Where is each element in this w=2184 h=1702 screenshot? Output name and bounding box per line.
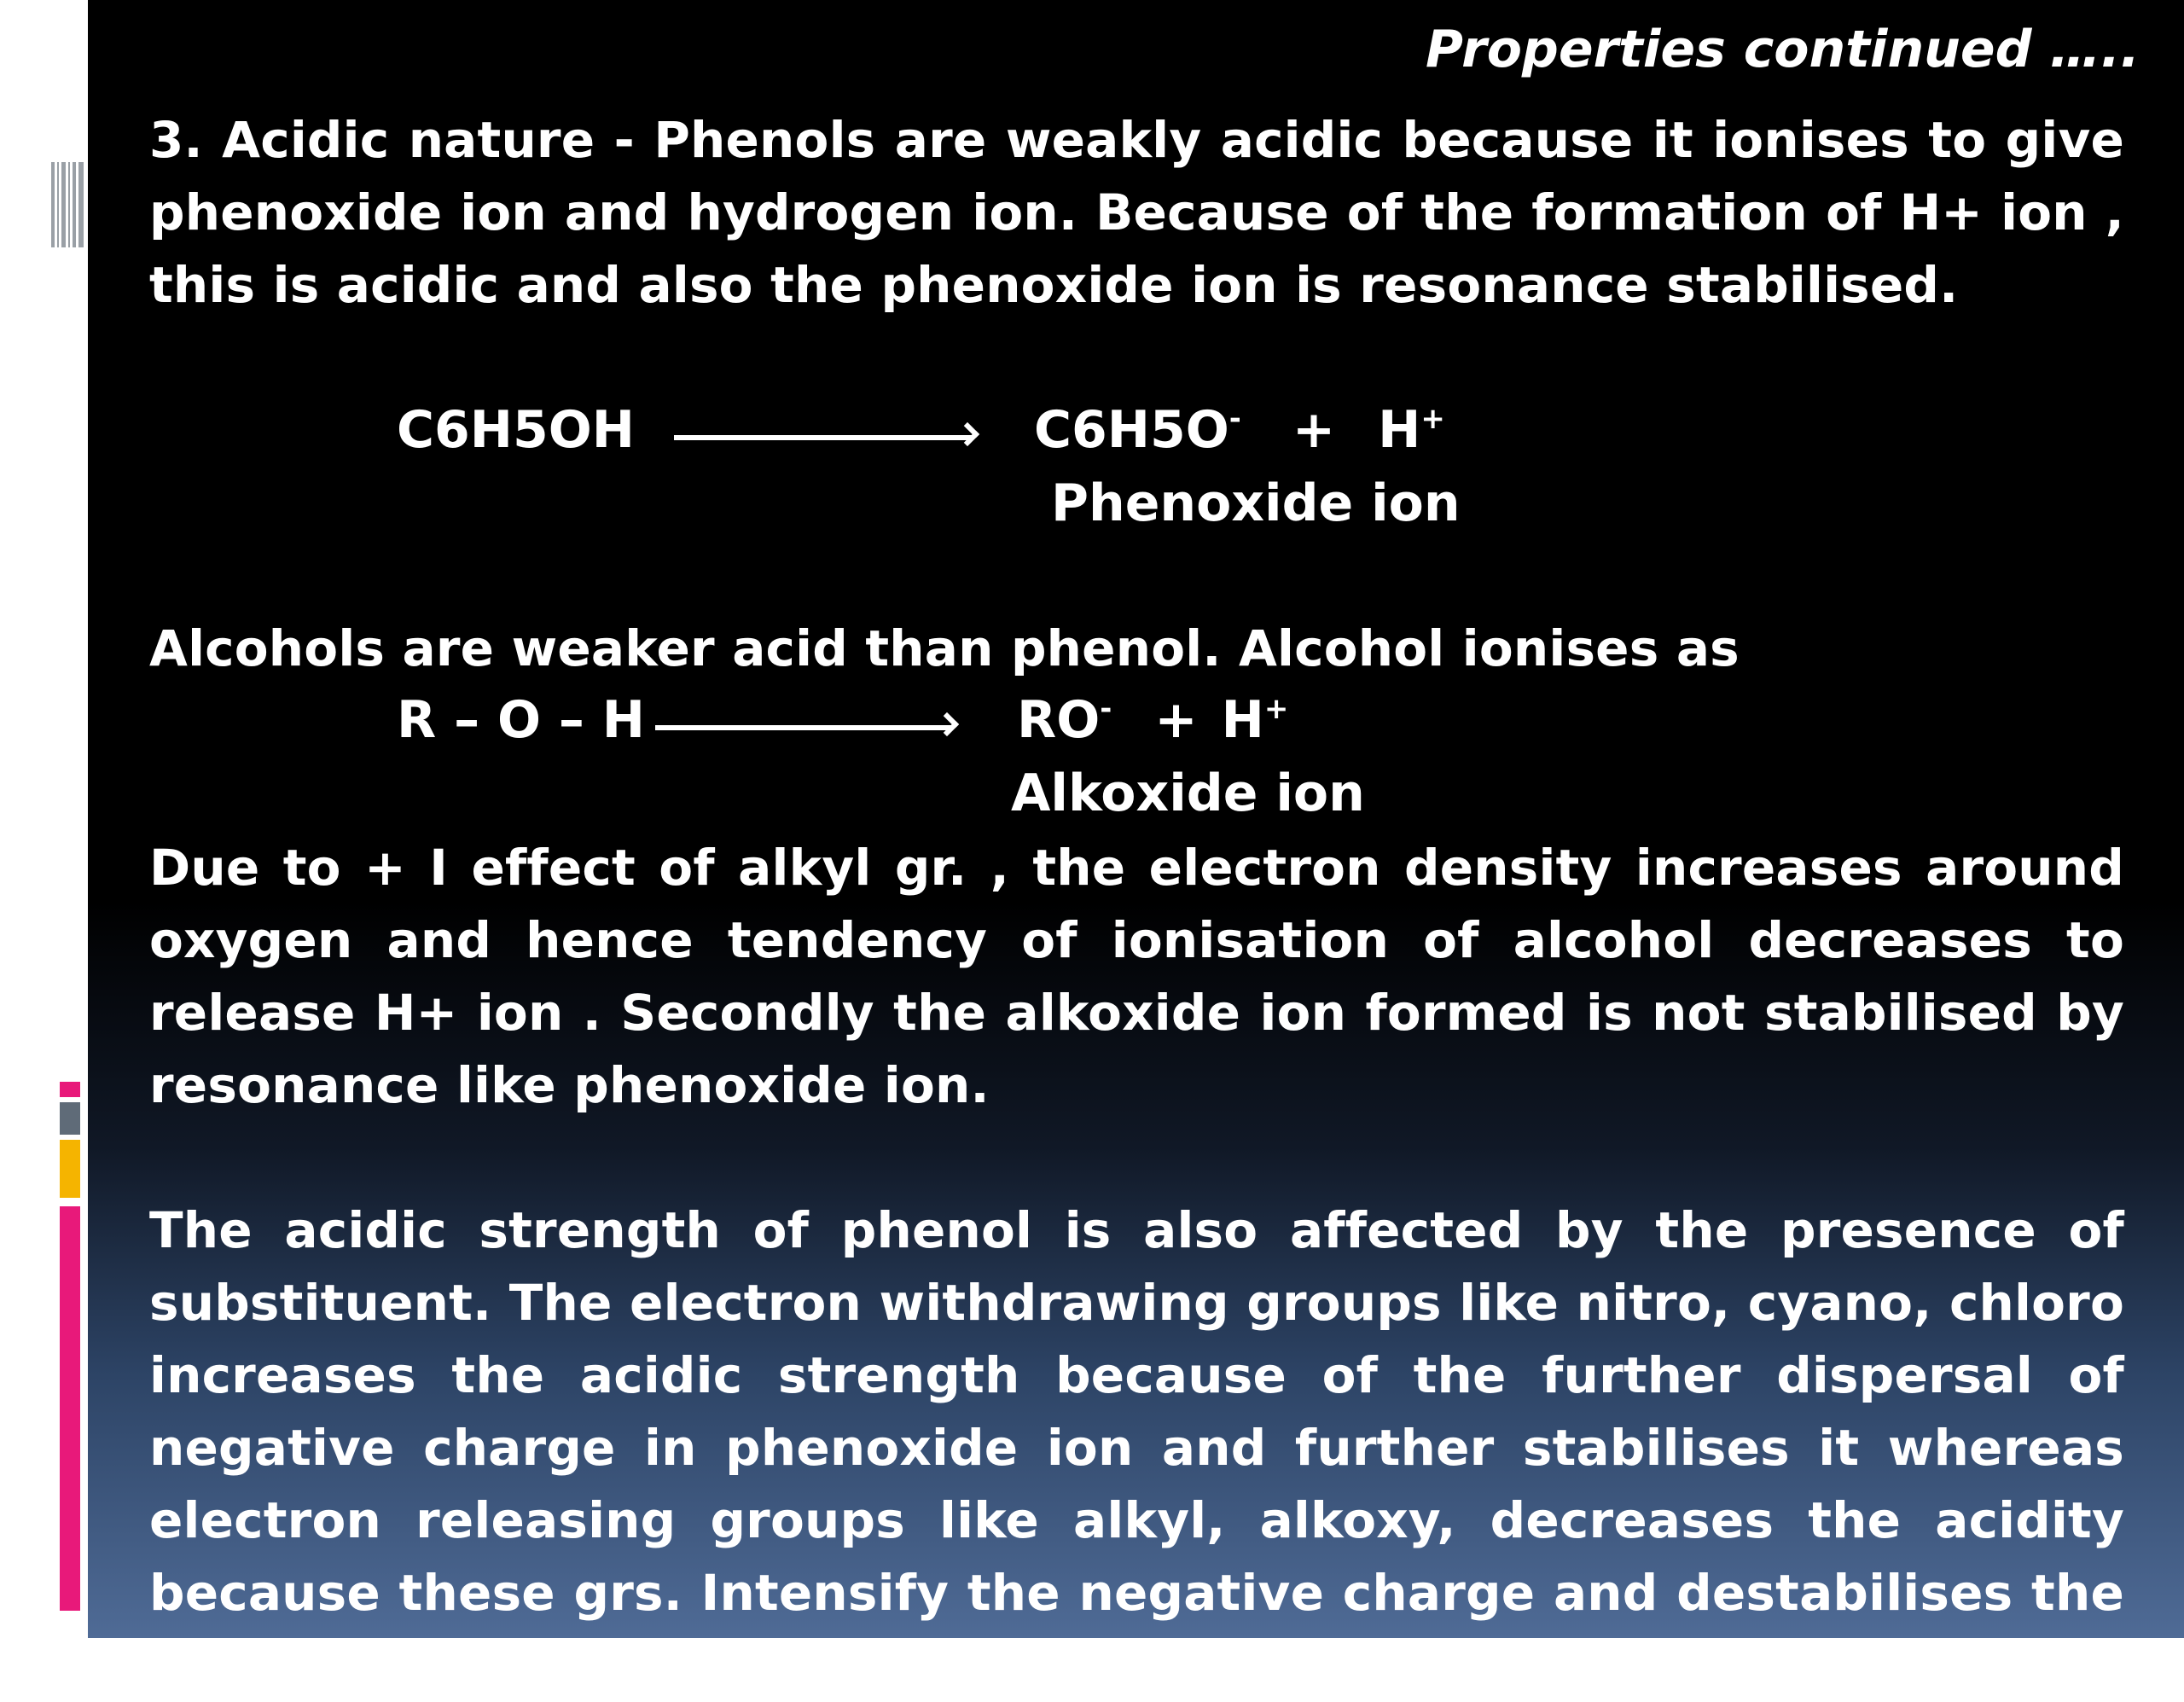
equation-1-caption: Phenoxide ion [1051, 473, 1461, 533]
paragraph-alcohols: Alcohols are weaker acid than phenol. Alcohol ionises as [149, 619, 1740, 677]
equation-1-products [1034, 396, 1445, 464]
equation-2-caption: Alkoxide ion [1011, 764, 1365, 823]
accent-bar-pink [60, 1206, 80, 1611]
paragraph-inductive-effect: Due to + I effect of alkyl gr. , the electron density increases around oxygen and hence tendency of ionisation of alcohol decreases to release H+ ion . Secondly the alkoxide ion formed is not stabilised by resonance like phenoxide ion. [149, 839, 2124, 1114]
alkoxide-formula: RO- [1017, 690, 1112, 750]
equation-2-products [1017, 686, 1288, 754]
equation-1-reactant: C6H5OH [397, 400, 635, 460]
accent-bar-pink-small [60, 1082, 80, 1097]
reaction-arrow-icon [655, 725, 952, 730]
hydrogen-ion: H+ [1221, 690, 1289, 750]
plus-sign: + [1154, 690, 1198, 750]
barcode-decoration [51, 162, 85, 247]
reaction-arrow-icon [674, 435, 973, 440]
paragraph-acidic-nature: 3. Acidic nature - Phenols are weakly acidic because it ionises to give phenoxide ion and hydrogen ion. Because of the formation of H+ ion , this is acidic and also the phenoxide ion is resonance stabilised. [149, 111, 2124, 314]
plus-sign: + [1292, 400, 1336, 460]
equation-2-reactant: R – O – H [397, 690, 645, 750]
slide-heading: Properties continued ….. [1425, 20, 2140, 79]
paragraph-substituent-effect: The acidic strength of phenol is also affected by the presence of substituent. The electron withdrawing groups like nitro, cyano, chloro increases the acidic strength because of the further dispersal of negative charge in phenoxide ion and further stabilises it whereas electron releasing groups like alkyl, alkoxy, decreases the acidity because these grs. Intensify the negative charge and destabilises the phenoxide ion. [149, 1201, 2124, 1694]
phenoxide-formula: C6H5O- [1034, 400, 1241, 460]
accent-bar-yellow [60, 1140, 80, 1198]
hydrogen-ion: H+ [1378, 400, 1445, 460]
accent-bar-gray [60, 1102, 80, 1135]
